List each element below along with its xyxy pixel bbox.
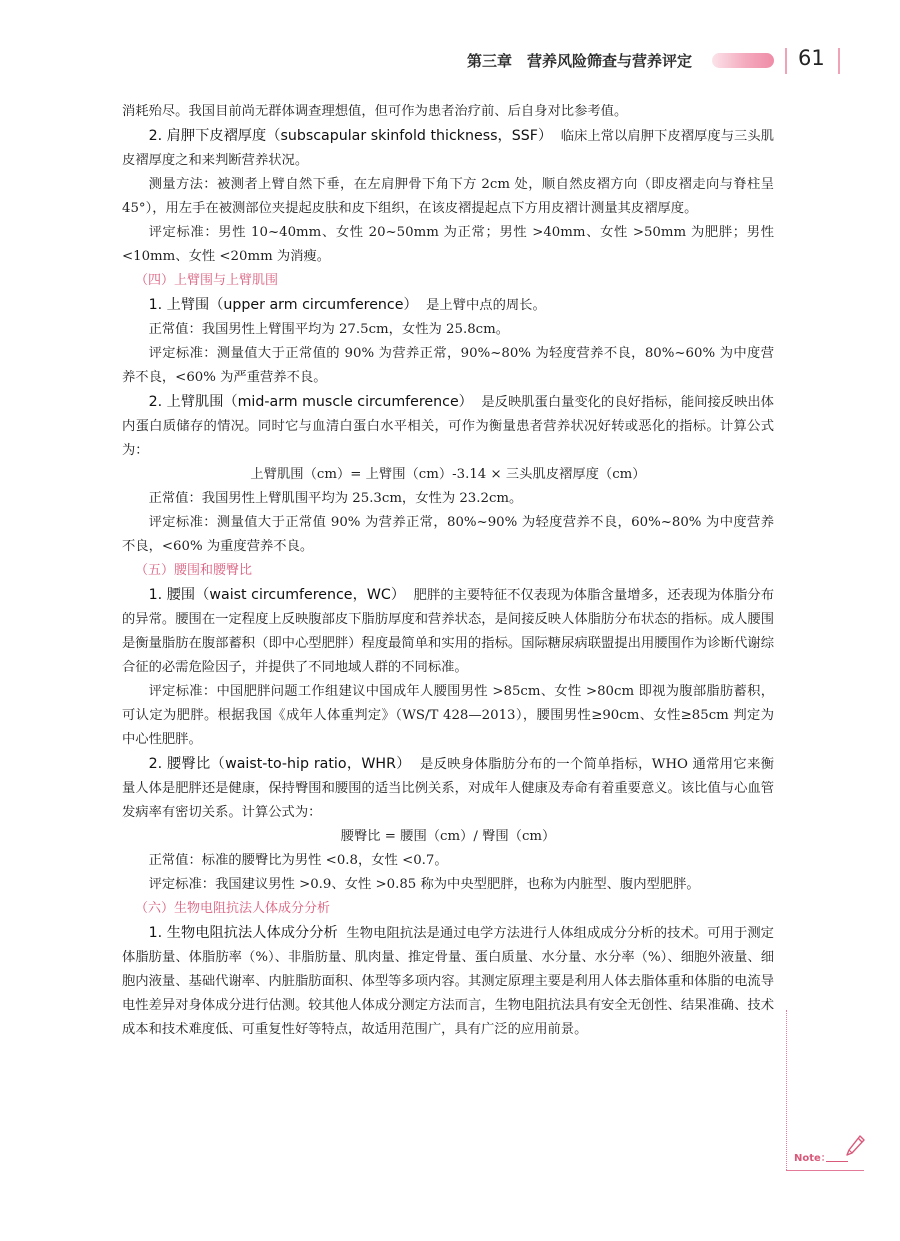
paragraph-whr	[122, 752, 774, 825]
header-divider	[785, 48, 787, 74]
item-heading: 2. 上臂肌围（mid-arm muscle circumference）	[148, 394, 473, 410]
item-text: 肥胖的主要特征不仅表现为体脂含量增多，还表现为体脂分布的异常。腰围在一定程度上反映腹部皮下脂肪厚度和营养状态，是间接反映人体脂肪分布状态的指标。成人腰围是衡量脂肪在腹部蓄积（即中心型肥胖）程度最简单和实用的指标。国际糖尿病联盟提出用腰围作为诊断代谢综合征的必需危险因子，并提供了不同地域人群的不同标准。	[122, 588, 774, 675]
section-heading-4: （四）上臂围与上臂肌围	[135, 273, 279, 288]
paragraph-amc	[122, 390, 774, 463]
item-text: 生物电阻抗法是通过电学方法进行人体组成成分分析的技术。可用于测定体脂肪量、体脂肪率（%）、非脂肪量、肌肉量、推定骨量、蛋白质量、水分量、水分率（%）、细胞外液量、细胞内液量、基础代谢率、内脏脂肪面积、体型等多项内容。其测定原理主要是利用人体去脂体重和体脂的电流导电性差异对身体成分进行估测。较其他人体成分测定方法而言，生物电阻抗法具有安全无创性、结果准确、技术成本和技术难度低、可重复性好等特点，故适用范围广，具有广泛的应用前景。	[122, 926, 774, 1037]
section-heading-6: （六）生物电阻抗法人体成分分析	[135, 901, 331, 916]
page-number: 61	[798, 46, 825, 70]
header-divider	[838, 48, 840, 74]
paragraph: 评定标准：测量值大于正常值 90% 为营养正常，80%~90% 为轻度营养不良，60%~80% 为中度营养不良，<60% 为重度营养不良。	[122, 515, 774, 554]
note-bottom-line	[786, 1170, 864, 1171]
item-text: 是反映肌蛋白量变化的良好指标，能间接反映出体内蛋白质储存的情况。同时它与血清白蛋白水平相关，可作为衡量患者营养状况好转或恶化的指标。计算公式为：	[122, 395, 774, 458]
header-accent-bar	[712, 53, 774, 68]
paragraph: 评定标准：中国肥胖问题工作组建议中国成年人腰围男性 >85cm、女性 >80cm 即视为腹部脂肪蓄积，可认定为肥胖。根据我国《成年人体重判定》（WS/T 428—2013），腰围男性≥90cm、女性≥85cm 判定为中心性肥胖。	[122, 684, 774, 747]
item-heading: 1. 腰围（waist circumference，WC）	[148, 587, 406, 603]
item-heading: 2. 腰臀比（waist-to-hip ratio，WHR）	[148, 756, 411, 772]
section-heading-5: （五）腰围和腰臀比	[135, 563, 253, 578]
item-text: 是反映身体脂肪分布的一个简单指标，WHO 通常用它来衡量人体是肥胖还是健康，保持臀围和腰围的适当比例关系，对成年人健康及寿命有着重要意义。该比值与心血管发病率有密切关系。计算公式为：	[122, 757, 775, 820]
page-header	[0, 40, 900, 80]
note-margin-line	[786, 1010, 787, 1170]
paragraph-wc	[122, 583, 774, 680]
paragraph: 评定标准：我国建议男性 >0.9、女性 >0.85 称为中央型肥胖，也称为内脏型、腹内型肥胖。	[148, 877, 700, 892]
formula-whr: 腰臀比 = 腰围（cm）/ 臀围（cm）	[340, 829, 556, 844]
item-heading: 2. 肩胛下皮褶厚度（subscapular skinfold thickness，SSF）	[148, 128, 553, 144]
item-heading: 1. 上臂围（upper arm circumference）	[148, 297, 418, 313]
chapter-title: 第三章 营养风险筛查与营养评定	[466, 52, 692, 70]
note-margin	[786, 1010, 866, 1172]
item-text: 是上臂中点的周长。	[426, 298, 546, 313]
page-body	[122, 100, 774, 1042]
paragraph-ssf	[122, 124, 774, 173]
paragraph-uac	[122, 293, 774, 318]
formula-amc: 上臂肌围（cm）= 上臂围（cm）-3.14 × 三头肌皮褶厚度（cm）	[250, 467, 646, 482]
note-underline	[826, 1161, 848, 1162]
note-label: Note：	[794, 1153, 831, 1164]
paragraph-bia	[122, 921, 774, 1042]
item-text: 临床上常以肩胛下皮褶厚度与三头肌皮褶厚度之和来判断营养状况。	[122, 129, 774, 168]
pencil-icon	[844, 1134, 866, 1160]
paragraph: 评定标准：测量值大于正常值的 90% 为营养正常，90%~80% 为轻度营养不良，80%~60% 为中度营养不良，<60% 为严重营养不良。	[122, 346, 774, 385]
paragraph: 正常值：我国男性上臂围平均为 27.5cm，女性为 25.8cm。	[148, 322, 510, 337]
paragraph: 正常值：标准的腰臀比为男性 <0.8，女性 <0.7。	[148, 853, 448, 868]
paragraph: 测量方法：被测者上臂自然下垂，在左肩胛骨下角下方 2cm 处，顺自然皮褶方向（即皮褶走向与脊柱呈 45°），用左手在被测部位夹提起皮肤和皮下组织，在该皮褶提起点下方用皮褶计测量其皮褶厚度。	[122, 177, 774, 216]
paragraph: 评定标准：男性 10~40mm、女性 20~50mm 为正常；男性 >40mm、女性 >50mm 为肥胖；男性 <10mm、女性 <20mm 为消瘦。	[122, 225, 774, 264]
paragraph: 消耗殆尽。我国目前尚无群体调查理想值，但可作为患者治疗前、后自身对比参考值。	[122, 104, 628, 119]
paragraph: 正常值：我国男性上臂肌围平均为 25.3cm，女性为 23.2cm。	[148, 491, 523, 506]
item-heading: 1. 生物电阻抗法人体成分分析	[148, 925, 338, 941]
